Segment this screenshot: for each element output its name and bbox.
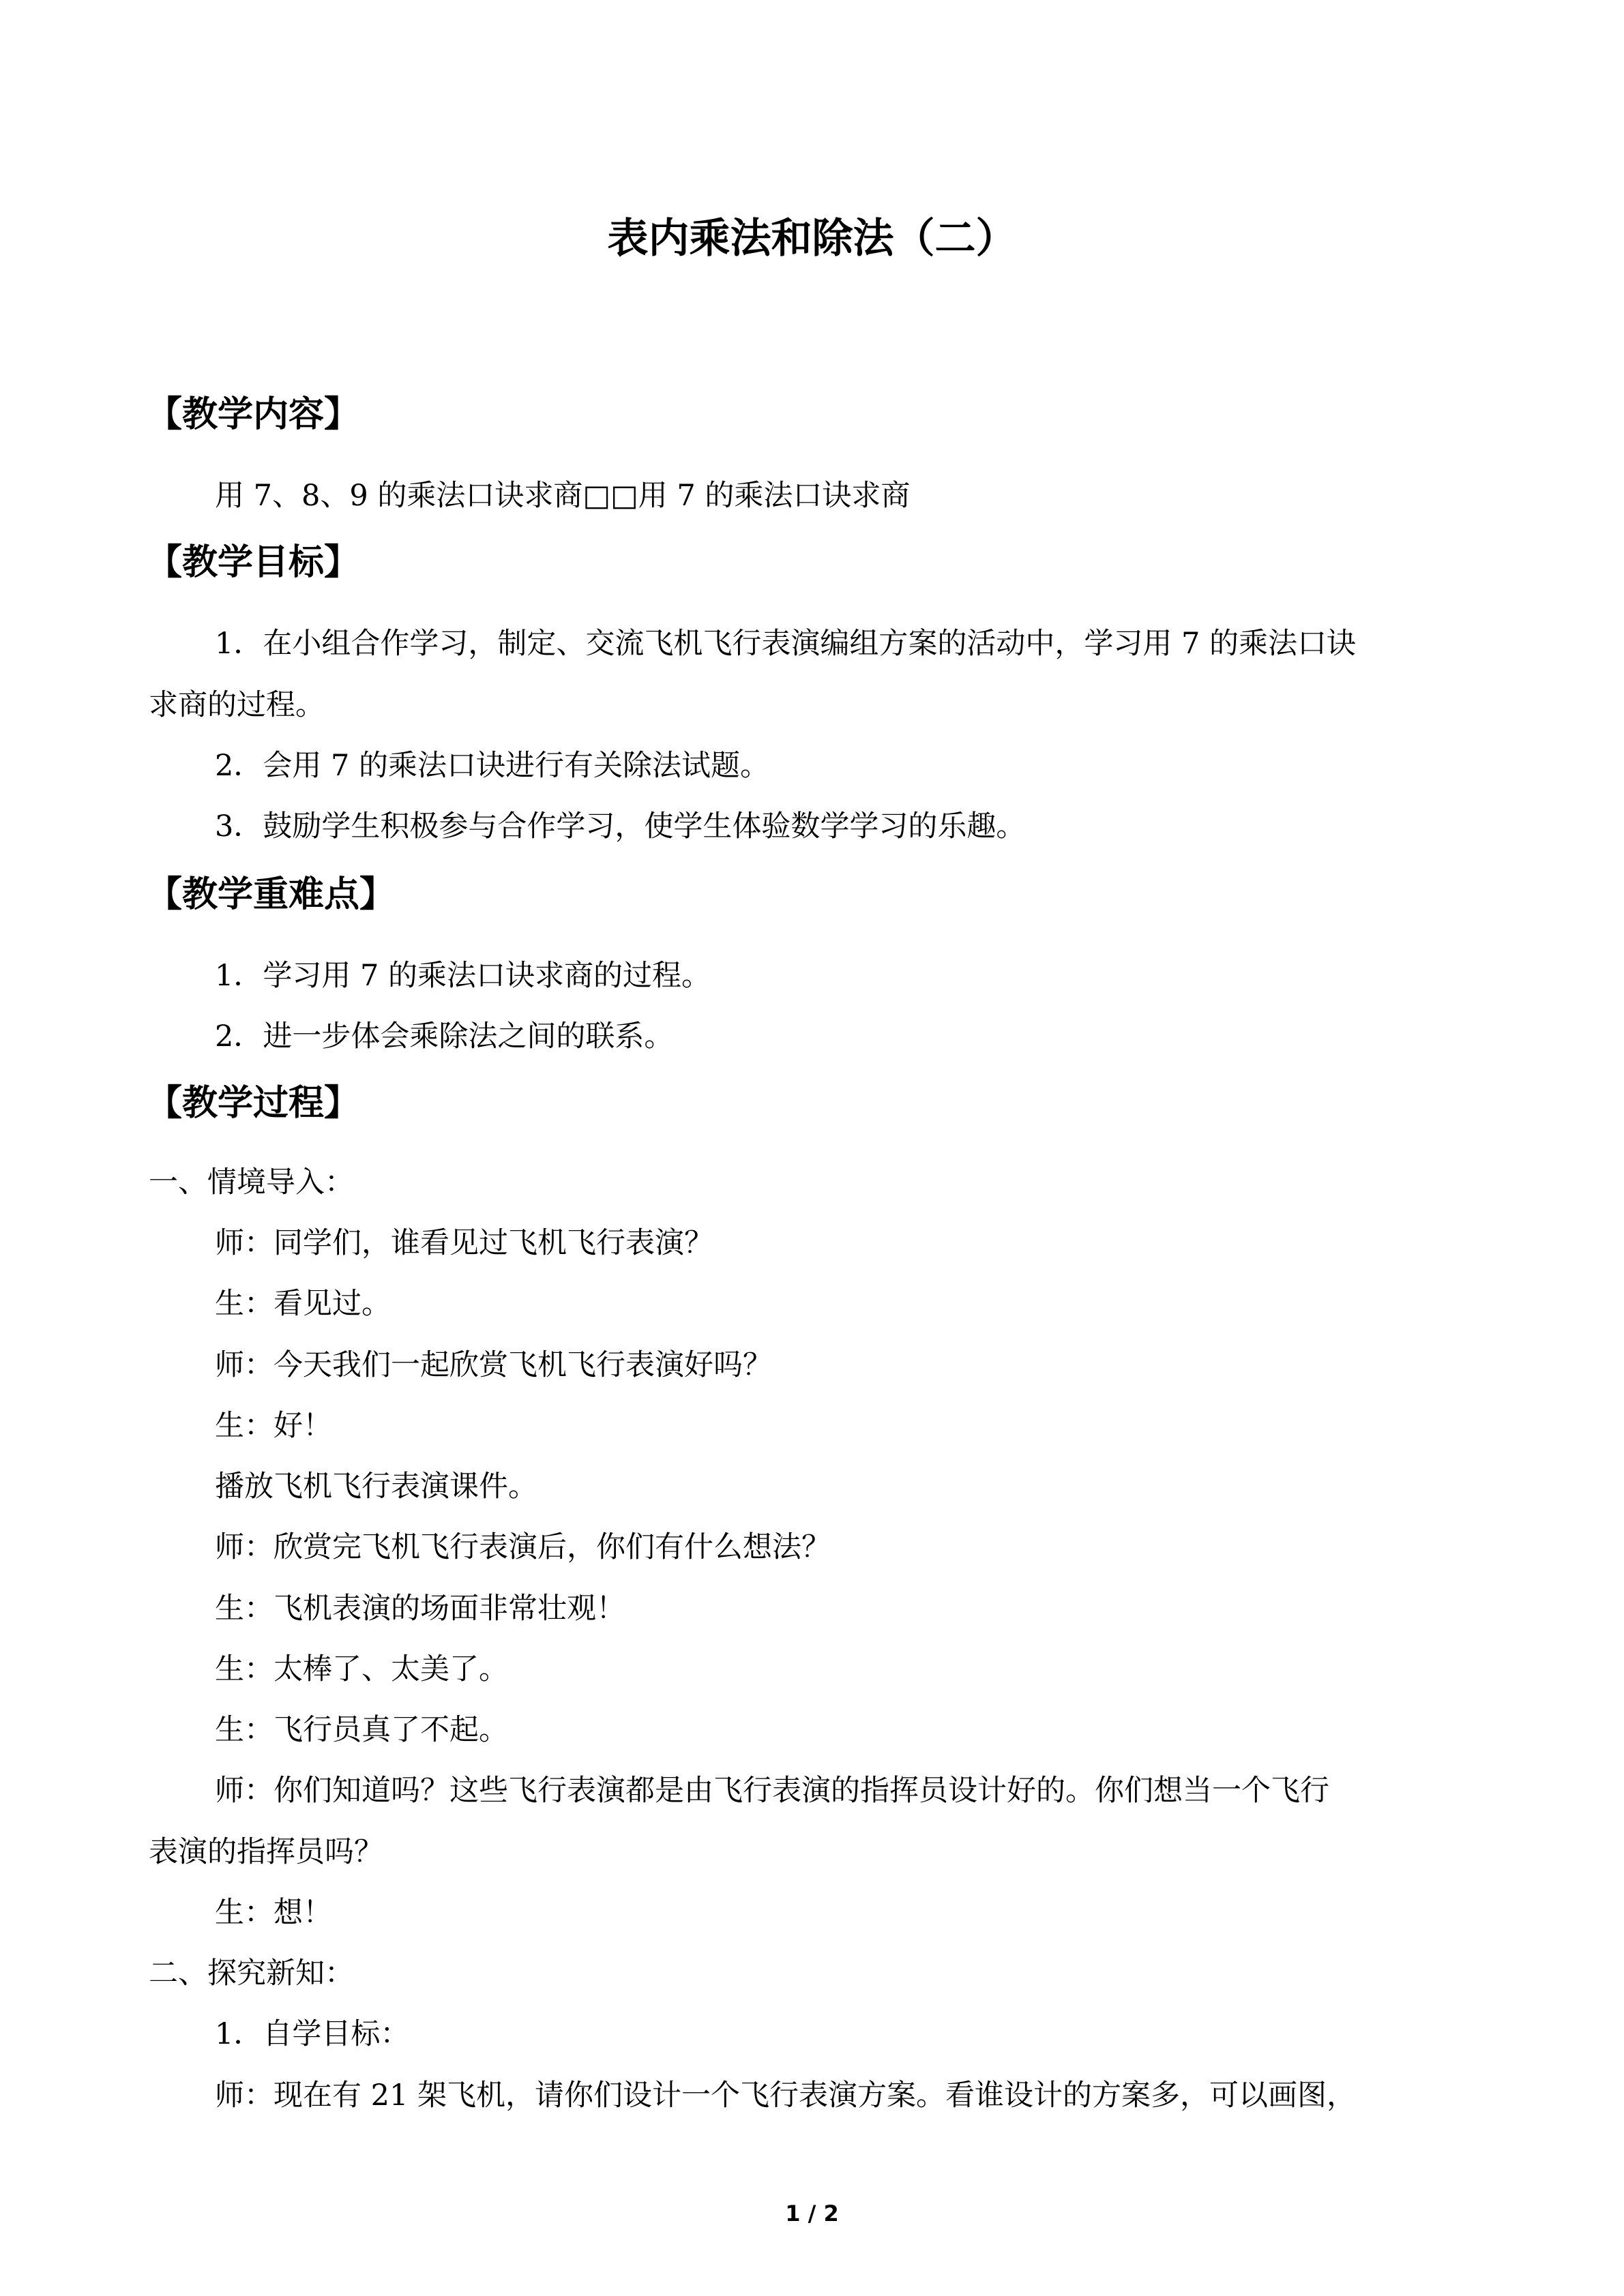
- goal-line: 3．鼓励学生积极参与合作学习，使学生体验数学学习的乐趣。: [215, 809, 1026, 844]
- process-line: 生：好！: [215, 1409, 332, 1443]
- process-line: 师：欣赏完飞机飞行表演后，你们有什么想法？: [215, 1530, 831, 1564]
- process-line: 1．自学目标：: [215, 2017, 410, 2051]
- content-line: 用 7、8、9 的乘法口诀求商□□用 7 的乘法口诀求商: [215, 479, 911, 513]
- heading-teaching-process: 【教学过程】: [147, 1083, 360, 1124]
- process-line: 二、探究新知：: [149, 1956, 354, 1991]
- page-title: 表内乘法和除法（二）: [607, 215, 1017, 263]
- process-line: 生：飞机表演的场面非常壮观！: [215, 1592, 625, 1626]
- heading-teaching-content: 【教学内容】: [147, 394, 360, 435]
- goal-line: 1．在小组合作学习，制定、交流飞机飞行表演编组方案的活动中，学习用 7 的乘法口诀: [215, 627, 1357, 661]
- heading-teaching-goals: 【教学目标】: [147, 542, 360, 583]
- process-line: 生：想！: [215, 1896, 332, 1930]
- key-point-line: 1．学习用 7 的乘法口诀求商的过程。: [215, 959, 711, 993]
- process-line: 生：看见过。: [215, 1287, 391, 1321]
- process-line: 生：飞行员真了不起。: [215, 1713, 508, 1747]
- process-line: 师：你们知道吗？这些飞行表演都是由飞行表演的指挥员设计好的。你们想当一个飞行: [215, 1774, 1329, 1808]
- page-number: 1 / 2: [785, 2201, 839, 2226]
- process-line: 一、情境导入：: [149, 1165, 354, 1199]
- heading-key-points: 【教学重难点】: [147, 874, 396, 915]
- goal-line: 2．会用 7 的乘法口诀进行有关除法试题。: [215, 749, 770, 783]
- process-line: 师：现在有 21 架飞机，请你们设计一个飞行表演方案。看谁设计的方案多，可以画图，: [215, 2078, 1357, 2113]
- process-line: 师：同学们，谁看见过飞机飞行表演？: [215, 1226, 713, 1260]
- key-point-line: 2．进一步体会乘除法之间的联系。: [215, 1019, 674, 1054]
- process-line: 表演的指挥员吗？: [149, 1835, 383, 1869]
- goal-line: 求商的过程。: [149, 688, 325, 722]
- process-line: 生：太棒了、太美了。: [215, 1652, 508, 1686]
- process-line: 播放飞机飞行表演课件。: [215, 1470, 537, 1504]
- process-line: 师：今天我们一起欣赏飞机飞行表演好吗？: [215, 1348, 772, 1382]
